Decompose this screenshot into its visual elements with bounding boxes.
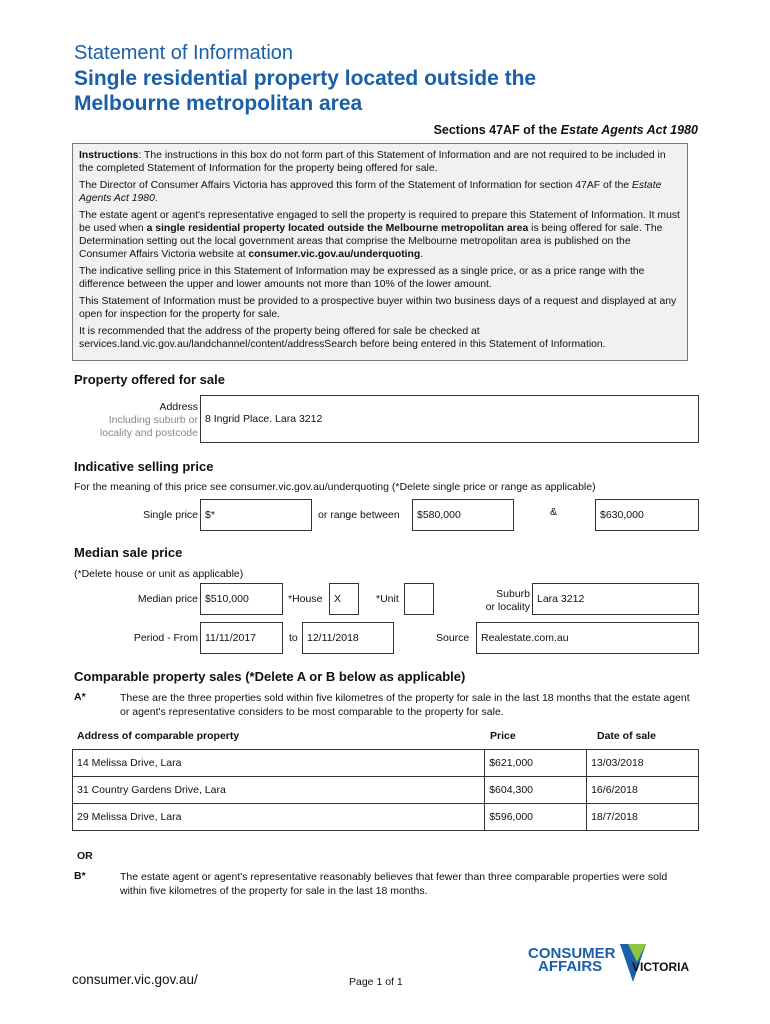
instructions-label: Instructions (79, 150, 139, 161)
col-price-header: Price (490, 730, 516, 742)
table-row (73, 777, 699, 804)
instructions-p4: The indicative selling price in this Statement of Information may be expressed as a single price, or as a price range with the difference between the upper and lower amounts not more than 10% of the lower amount. (79, 266, 645, 290)
logo-graphic (528, 942, 700, 986)
address-field[interactable]: 8 Ingrid Place. Lara 3212 (200, 395, 699, 443)
unit-field[interactable] (404, 583, 434, 615)
instructions-p2b: Estate Agents Act 1980 (79, 180, 662, 204)
instructions-p2 (79, 179, 681, 205)
single-price-label: Single price (143, 509, 198, 521)
property-section-title: Property offered for sale (74, 372, 225, 387)
period-from-field[interactable]: 11/11/2017 (200, 622, 283, 654)
instructions-p1 (79, 149, 681, 175)
suburb-field[interactable]: Lara 3212 (532, 583, 699, 615)
statement-heading: Statement of Information (74, 42, 294, 64)
option-b-text: The estate agent or agent's representative reasonably believes that fewer than three comparable properties were sold within five kilometres of the property for sale in the last 18 months. (120, 871, 668, 897)
table-row (73, 804, 699, 831)
comparable-table (72, 749, 699, 831)
instructions-p3a: The estate agent or agent's representative engaged to sell the property is required to prepare this Statement of Information. It must be used when (79, 210, 680, 234)
comparable-section-title: Comparable property sales (*Delete A or B below as applicable) (74, 669, 466, 684)
comp-price-cell[interactable]: $604,300 (485, 777, 587, 804)
source-label: Source (436, 632, 470, 644)
footer-url[interactable]: consumer.vic.gov.au/ (72, 972, 198, 987)
svg-text:VICTORIA: VICTORIA (632, 960, 690, 974)
range-high-field[interactable]: $630,000 (595, 499, 699, 531)
comp-price-cell[interactable]: $596,000 (485, 804, 587, 831)
table-row (73, 750, 699, 777)
median-price-label: Median price (137, 593, 198, 605)
comp-address-cell[interactable]: 29 Melissa Drive, Lara (73, 804, 485, 831)
instructions-p3 (79, 209, 681, 261)
instructions-p3c: is being offered for sale. The Determination setting out the local government areas that comprise the Melbourne metropolitan area is published on the Consumer Affairs Victoria website at (79, 223, 663, 260)
period-to-field[interactable]: 12/11/2018 (302, 622, 394, 654)
col-date-header: Date of sale (597, 730, 656, 742)
instructions-p2a: The Director of Consumer Affairs Victoria has approved this form of the Statement of Information for section 47AF of the (79, 180, 632, 191)
instructions-p3e: . (420, 249, 424, 260)
sections-act: Estate Agents Act 1980 (560, 123, 698, 137)
comp-address-cell[interactable]: 14 Melissa Drive, Lara (73, 750, 485, 777)
title-line-2: Melbourne metropolitan area (74, 92, 363, 115)
instructions-p6: It is recommended that the address of the property being offered for sale be checked at services.land.vic.gov.au/landchannel/content/addressSearch before being entered in this Statement of Information. (79, 326, 606, 350)
address-label-main: Address (159, 401, 198, 413)
source-field[interactable]: Realestate.com.au (476, 622, 699, 654)
instructions-p1-text: : The instructions in this box do not form part of this Statement of Information and are not required to be included in the completed Statement of Information for the property being offered for sale. (79, 150, 666, 174)
instructions-p2c: . (154, 193, 158, 204)
address-label-sub1: Including suburb or (108, 414, 198, 426)
unit-label: *Unit (376, 593, 399, 605)
house-label: *House (288, 593, 323, 605)
single-price-field[interactable]: $* (200, 499, 312, 531)
median-note: (*Delete house or unit as applicable) (74, 568, 244, 580)
consumer-affairs-victoria-logo (528, 942, 700, 986)
comp-date-cell[interactable]: 16/6/2018 (587, 777, 699, 804)
sections-reference (434, 123, 698, 137)
suburb-label-1: Suburb (496, 588, 530, 600)
title-line-1: Single residential property located outside the (74, 67, 537, 90)
indicative-note: For the meaning of this price see consumer.vic.gov.au/underquoting (*Delete single price or range as applicable) (74, 481, 596, 493)
address-label (80, 401, 198, 440)
svg-text:CONSUMER: CONSUMER (528, 945, 616, 962)
sections-prefix: Sections 47AF of the (433, 123, 561, 137)
option-a-label: A* (74, 691, 86, 703)
instructions-box (72, 143, 688, 361)
house-field[interactable]: X (329, 583, 359, 615)
or-label: OR (77, 850, 93, 862)
median-section-title: Median sale price (74, 545, 183, 560)
range-label: or range between (318, 509, 400, 521)
instructions-p3b: a single residential property located outside the Melbourne metropolitan area (146, 223, 529, 234)
indicative-section-title: Indicative selling price (74, 459, 214, 474)
address-label-sub2: locality and postcode (99, 427, 198, 439)
median-price-field[interactable]: $510,000 (200, 583, 283, 615)
instructions-p3d: consumer.vic.gov.au/underquoting (248, 249, 421, 260)
instructions-p5: This Statement of Information must be provided to a prospective buyer within two business days of a request and displayed at any open for inspection for the property for sale. (79, 296, 677, 320)
comp-address-cell[interactable]: 31 Country Gardens Drive, Lara (73, 777, 485, 804)
svg-text:AFFAIRS: AFFAIRS (538, 958, 603, 975)
period-to-label: to (289, 632, 298, 644)
suburb-label (450, 588, 530, 614)
col-address-header: Address of comparable property (77, 730, 240, 742)
page-number: Page 1 of 1 (349, 976, 403, 988)
option-b-label: B* (74, 870, 86, 882)
period-from-label: Period - From (133, 632, 198, 644)
option-a-text: These are the three properties sold within five kilometres of the property for sale in the last 18 months that the estate agent or agent's representative considers to be most comparable to the property for sale. (120, 692, 690, 718)
suburb-label-2: or locality (485, 601, 530, 613)
comp-price-cell[interactable]: $621,000 (485, 750, 587, 777)
range-low-field[interactable]: $580,000 (412, 499, 514, 531)
comp-date-cell[interactable]: 18/7/2018 (587, 804, 699, 831)
document-title (74, 66, 694, 116)
comp-date-cell[interactable]: 13/03/2018 (587, 750, 699, 777)
range-ampersand: & (550, 506, 558, 518)
